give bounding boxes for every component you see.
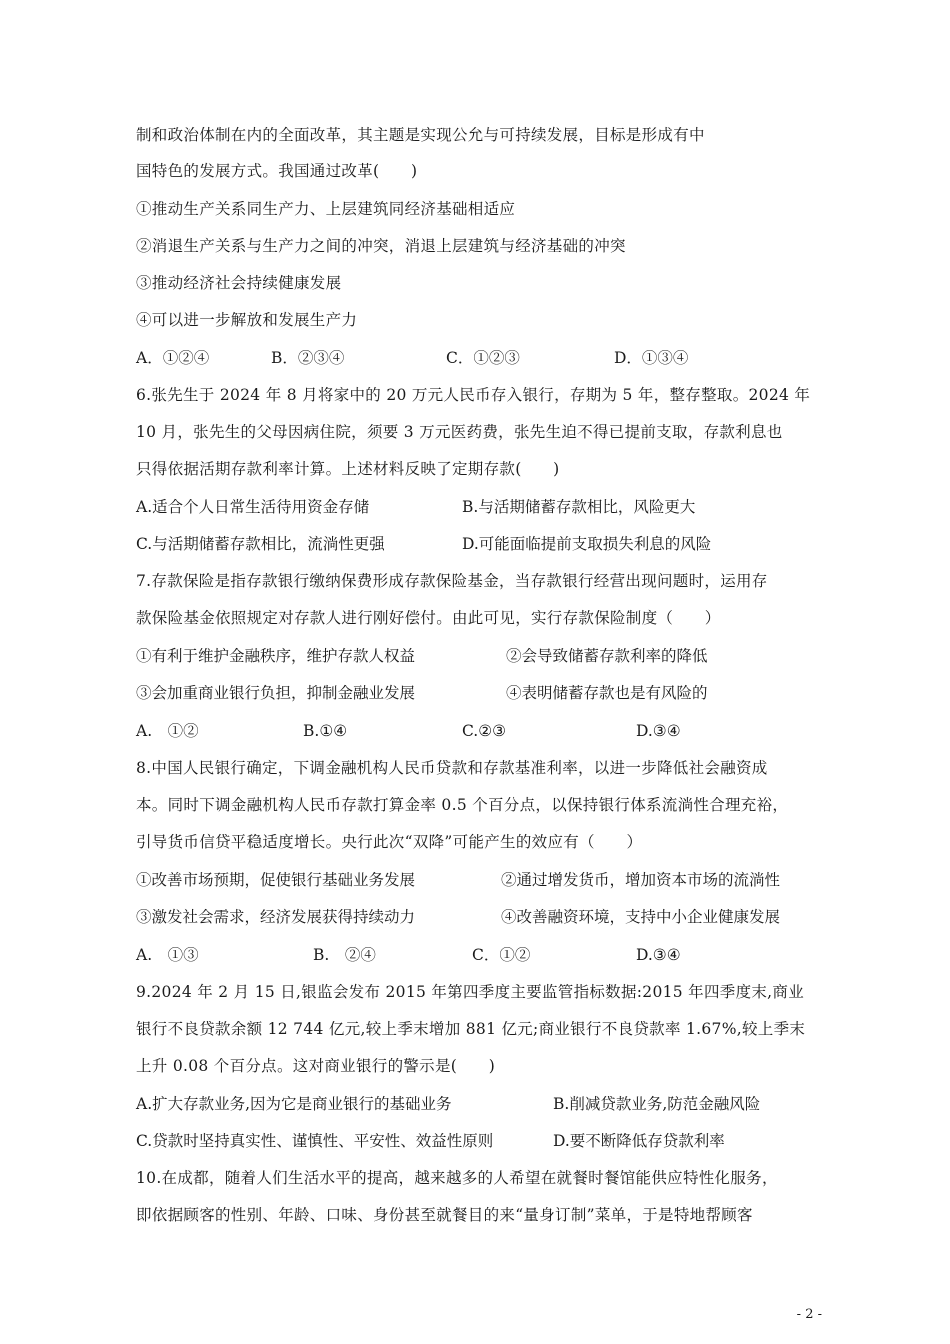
q6-stem-line-2: 10 月，张先生的父母因病住院，须要 3 万元医药费，张先生迫不得已提前支取，存款利息也 [136, 423, 783, 441]
q5-item-4: ④可以进一步解放和发展生产力 [136, 311, 358, 329]
q8-item-3: ③激发社会需求，经济发展获得持续动力 [136, 908, 416, 926]
q8-stem-line-1: 8.中国人民银行确定，下调金融机构人民币贷款和存款基准利率，以进一步降低社会融资成 [136, 759, 768, 777]
q7-option-d: D.③④ [636, 722, 681, 740]
q8-stem-line-3: 引导货币信贷平稳适度增长。央行此次“双降”可能产生的效应有（ ） [136, 833, 643, 851]
q5-item-2: ②消退生产关系与生产力之间的冲突，消退上层建筑与经济基础的冲突 [136, 237, 626, 255]
q6-option-b: B.与活期储蓄存款相比，风险更大 [462, 498, 696, 516]
q10-stem-line-2: 即依据顾客的性别、年龄、口味、身份甚至就餐目的来“量身订制”菜单，于是特地帮顾客 [136, 1206, 753, 1224]
q8-item-4: ④改善融资环境，支持中小企业健康发展 [501, 908, 781, 926]
q5-option-a: A．①②④ [136, 349, 210, 367]
q6-stem-line-3: 只得依据活期存款利率计算。上述材料反映了定期存款( ) [136, 460, 560, 478]
q9-stem-line-3: 上升 0.08 个百分点。这对商业银行的警示是( ) [136, 1057, 496, 1075]
q8-item-1: ①改善市场预期，促使银行基础业务发展 [136, 871, 416, 889]
q7-option-b: B.①④ [303, 722, 348, 740]
q8-stem-line-2: 本。同时下调金融机构人民币存款打算金率 0.5 个百分点，以保持银行体系流淌性合理充裕， [136, 796, 789, 814]
q5-item-1: ①推动生产关系同生产力、上层建筑同经济基础相适应 [136, 200, 516, 218]
q10-stem-line-1: 10.在成都，随着人们生活水平的提高，越来越多的人希望在就餐时餐馆能供应特性化服务， [136, 1169, 778, 1187]
q9-option-c: C.贷款时坚持真实性、谨慎性、平安性、效益性原则 [136, 1132, 494, 1150]
q7-item-3: ③会加重商业银行负担，抑制金融业发展 [136, 684, 416, 702]
q6-option-a: A.适合个人日常生活待用资金存储 [136, 498, 370, 516]
q6-stem-line-1: 6.张先生于 2024 年 8 月将家中的 20 万元人民币存入银行，存期为 5 年，整存整取。2024 年 [136, 386, 811, 404]
q7-option-c: C.②③ [462, 722, 507, 740]
q5-item-3: ③推动经济社会持续健康发展 [136, 274, 342, 292]
q6-option-d: D.可能面临提前支取损失利息的风险 [462, 535, 712, 553]
q5-stem-line-2: 国特色的发展方式。我国通过改革( ) [136, 162, 418, 180]
q7-item-2: ②会导致储蓄存款利率的降低 [506, 647, 708, 665]
q7-stem-line-1: 7.存款保险是指存款银行缴纳保费形成存款保险基金，当存款银行经营出现问题时，运用存 [136, 572, 768, 590]
q9-option-a: A.扩大存款业务,因为它是商业银行的基础业务 [136, 1095, 452, 1113]
q8-option-a: A. ①③ [136, 946, 199, 964]
q9-option-b: B.削减贷款业务,防范金融风险 [553, 1095, 761, 1113]
q7-option-a: A. ①② [136, 722, 199, 740]
q5-option-b: B．②③④ [271, 349, 345, 367]
q5-option-c: C．①②③ [446, 349, 520, 367]
q9-option-d: D.要不断降低存贷款利率 [553, 1132, 725, 1150]
page-number: - 2 - [796, 1307, 822, 1322]
q8-option-b: B. ②④ [313, 946, 376, 964]
q8-option-d: D.③④ [636, 946, 681, 964]
q8-option-c: C．①② [472, 946, 531, 964]
q8-item-2: ②通过增发货币，增加资本市场的流淌性 [501, 871, 781, 889]
q7-item-1: ①有利于维护金融秩序，维护存款人权益 [136, 647, 416, 665]
q9-stem-line-2: 银行不良贷款余额 12 744 亿元,较上季末增加 881 亿元;商业银行不良贷款率 1.67%,较上季末 [136, 1020, 806, 1038]
q5-stem-line-1: 制和政治体制在内的全面改革，其主题是实现公允与可持续发展，目标是形成有中 [136, 126, 705, 144]
q7-stem-line-2: 款保险基金依照规定对存款人进行刚好偿付。由此可见，实行存款保险制度（ ） [136, 609, 721, 627]
q9-stem-line-1: 9.2024 年 2 月 15 日,银监会发布 2015 年第四季度主要监管指标数据:2015 年四季度末,商业 [136, 983, 805, 1001]
q7-item-4: ④表明储蓄存款也是有风险的 [506, 684, 708, 702]
q5-option-d: D．①③④ [614, 349, 689, 367]
q6-option-c: C.与活期储蓄存款相比，流淌性更强 [136, 535, 385, 553]
